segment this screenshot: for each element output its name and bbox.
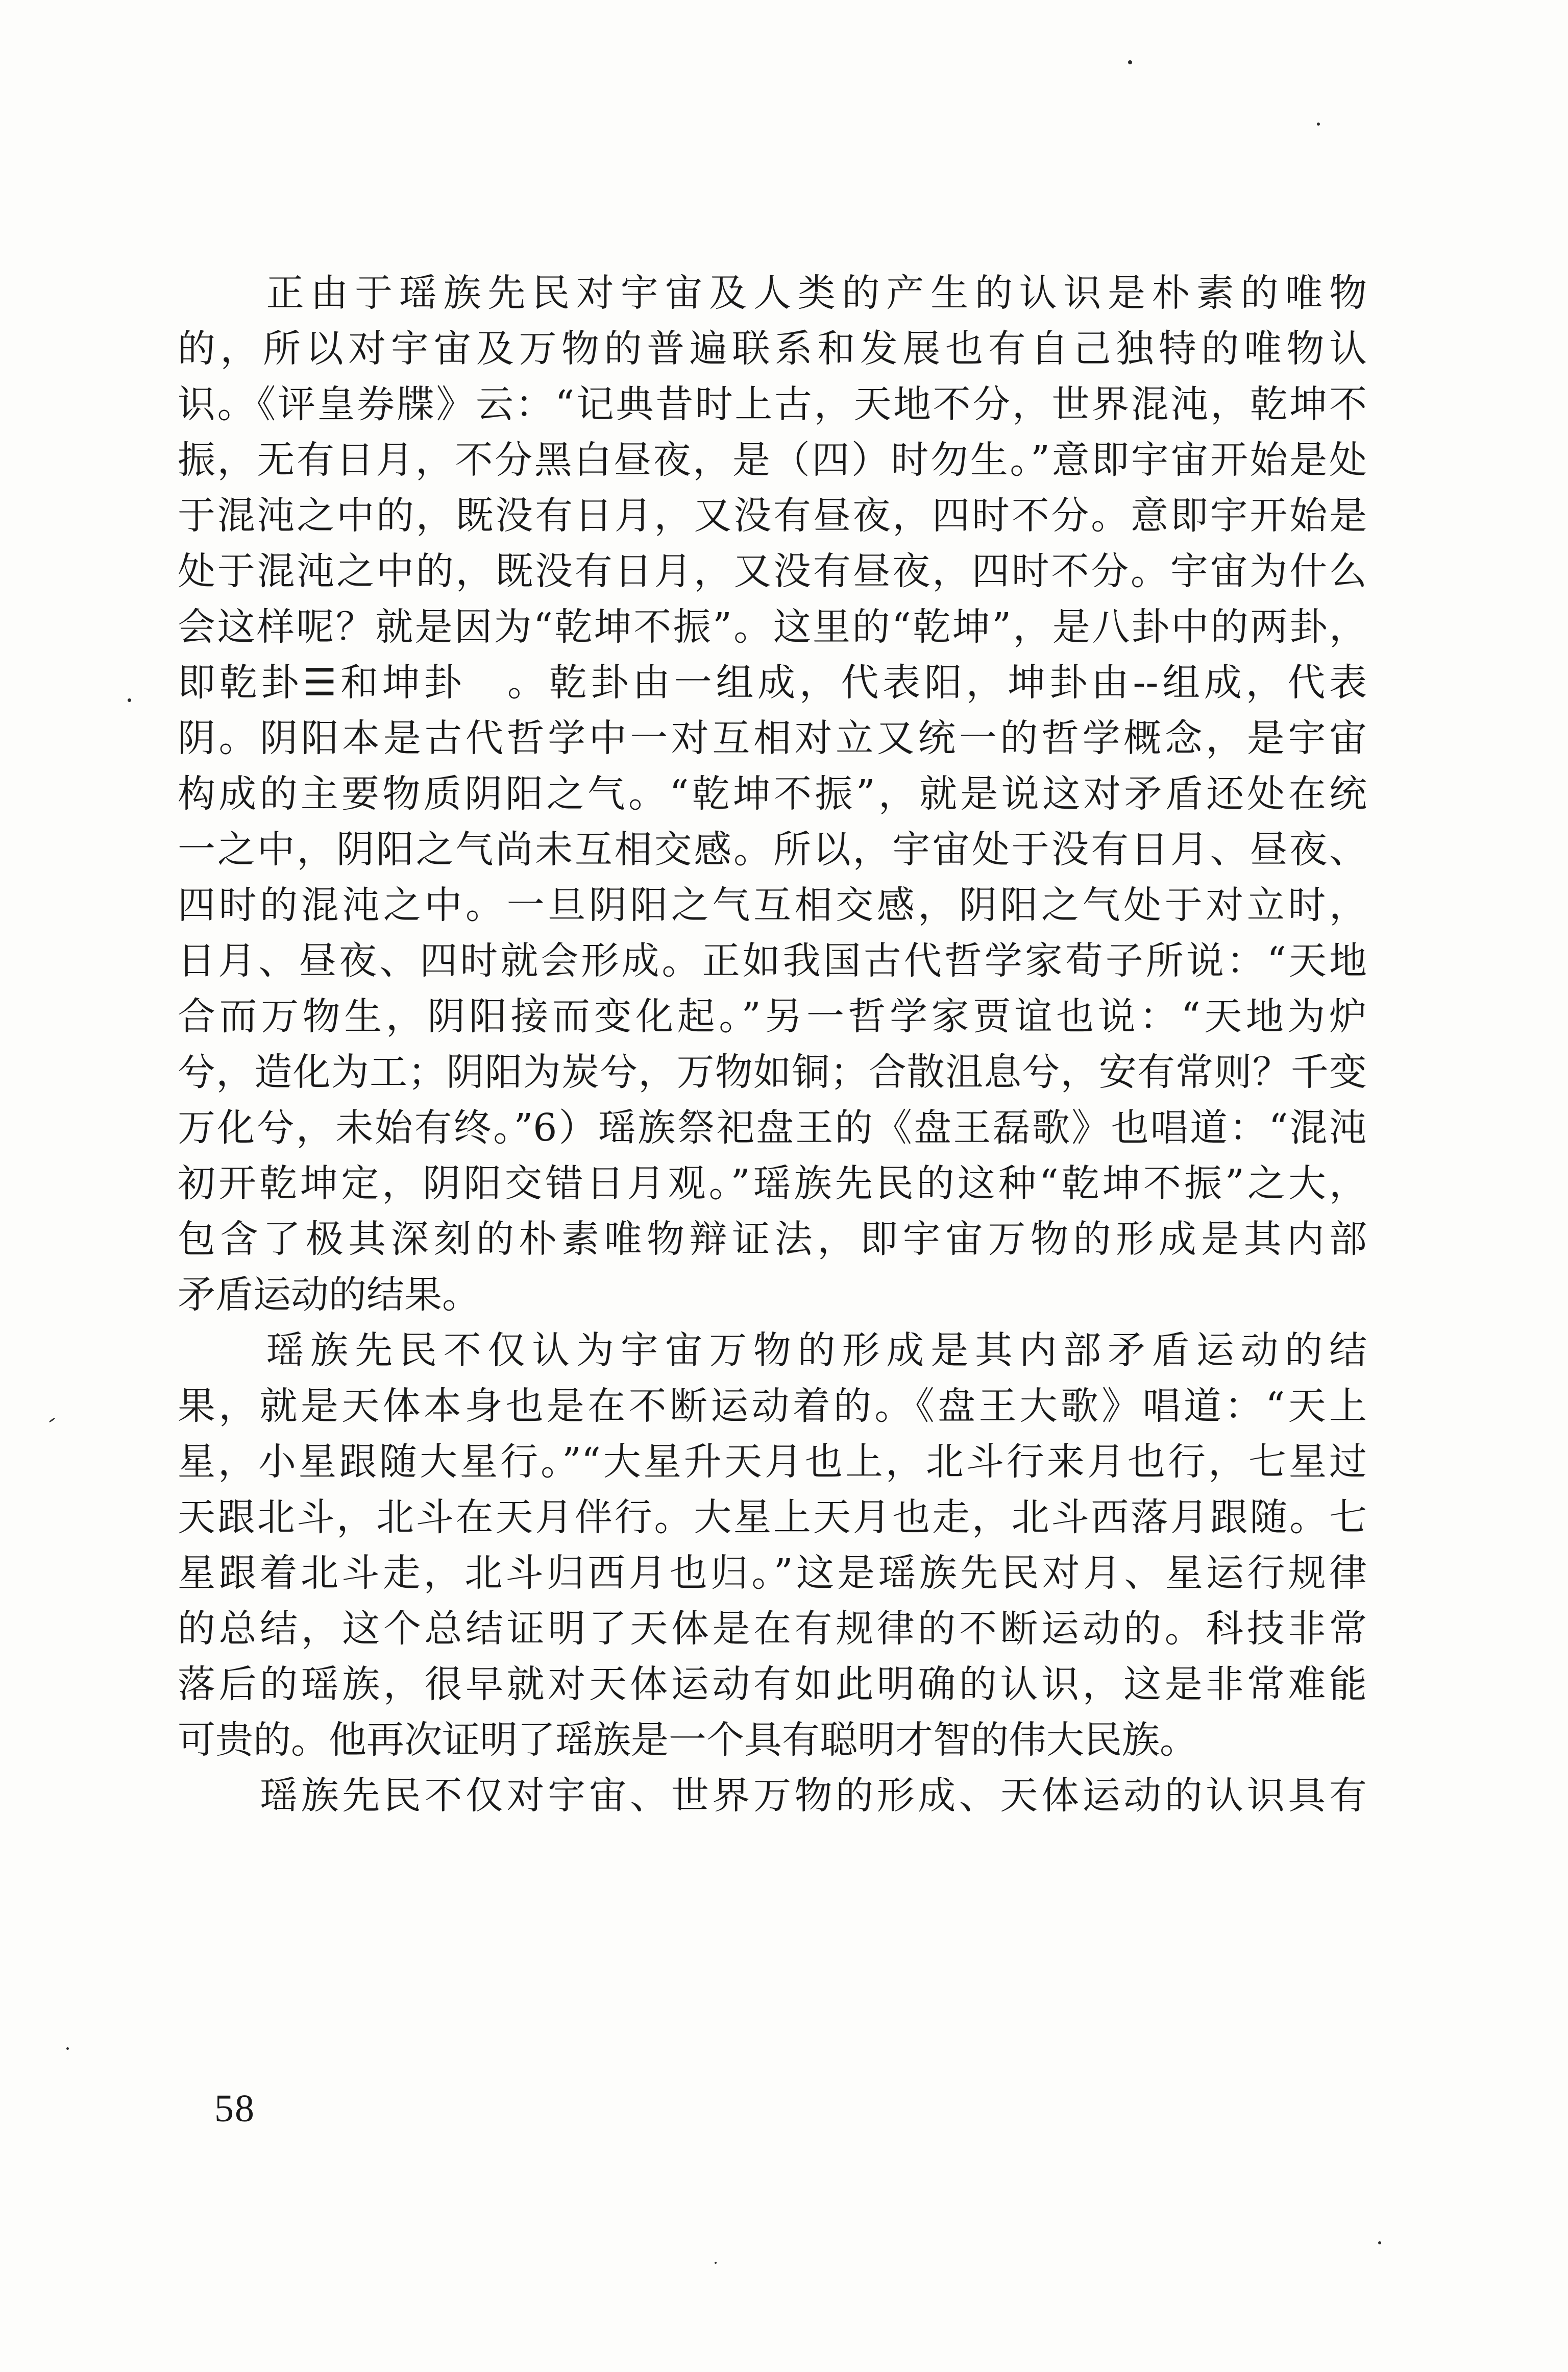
text-line: 一之中，阴阳之气尚未互相交感。所以，宇宙处于没有日月、昼夜、: [178, 828, 1367, 872]
body-text: [178, 265, 1367, 1824]
text-line: 天跟北斗，北斗在天月伴行。大星上天月也走，北斗西落月跟随。七: [178, 1495, 1367, 1539]
scan-speck: [1128, 60, 1132, 64]
scan-speck: [715, 2262, 717, 2264]
scan-speck: [1317, 123, 1320, 126]
text-line: 会这样呢？就是因为“乾坤不振”。这里的“乾坤”，是八卦中的两卦，: [178, 605, 1367, 649]
text-line: 星跟着北斗走，北斗归西月也归。”这是瑶族先民对月、星运行规律: [178, 1551, 1367, 1595]
text-line: 正由于瑶族先民对宇宙及人类的产生的认识是朴素的唯物: [178, 271, 1367, 315]
text-line: 初开乾坤定，阴阳交错日月观。”瑶族先民的这种“乾坤不振”之大，: [178, 1161, 1367, 1205]
text-line: 合而万物生，阴阳接而变化起。”另一哲学家贾谊也说：“天地为炉: [178, 995, 1367, 1038]
text-line: 果，就是天体本身也是在不断运动着的。《盘王大歌》唱道：“天上: [178, 1384, 1367, 1428]
scan-speck: [48, 1417, 55, 1422]
scan-speck: [66, 2047, 69, 2050]
text-line: 瑶族先民不仅认为宇宙万物的形成是其内部矛盾运动的结: [178, 1328, 1367, 1372]
text-line: 于混沌之中的，既没有日月，又没有昼夜，四时不分。意即宇开始是: [178, 494, 1367, 538]
text-line: 振，无有日月，不分黑白昼夜，是（四）时勿生。”意即宇宙开始是处: [178, 438, 1367, 482]
text-line: 包含了极其深刻的朴素唯物辩证法，即宇宙万物的形成是其内部: [178, 1217, 1367, 1261]
text-line: 瑶族先民不仅对宇宙、世界万物的形成、天体运动的认识具有: [178, 1774, 1367, 1818]
text-line: 的，所以对宇宙及万物的普遍联系和发展也有自己独特的唯物认: [178, 327, 1367, 371]
text-line: 四时的混沌之中。一旦阴阳之气互相交感，阴阳之气处于对立时，: [178, 883, 1367, 927]
page-number: 58: [214, 2087, 255, 2130]
scan-speck: [128, 698, 131, 702]
text-line: 矛盾运动的结果。: [178, 1273, 480, 1317]
text-line: 即乾卦☰和坤卦 。乾卦由一组成，代表阳，坤卦由--组成，代表: [178, 661, 1367, 705]
text-line: 可贵的。他再次证明了瑶族是一个具有聪明才智的伟大民族。: [178, 1718, 1197, 1762]
text-line: 星，小星跟随大星行。”“大星升天月也上，北斗行来月也行，七星过: [178, 1440, 1367, 1484]
text-line: 万化兮，未始有终。”6）瑶族祭祀盘王的《盘王磊歌》也唱道：“混沌: [178, 1106, 1367, 1150]
scan-speck: [1378, 2241, 1381, 2244]
text-line: 落后的瑶族，很早就对天体运动有如此明确的认识，这是非常难能: [178, 1662, 1367, 1706]
text-line: 构成的主要物质阴阳之气。“乾坤不振”，就是说这对矛盾还处在统: [178, 772, 1367, 816]
text-line: 的总结，这个总结证明了天体是在有规律的不断运动的。科技非常: [178, 1607, 1367, 1651]
text-line: 日月、昼夜、四时就会形成。正如我国古代哲学家荀子所说：“天地: [178, 939, 1367, 983]
text-line: 处于混沌之中的，既没有日月，又没有昼夜，四时不分。宇宙为什么: [178, 549, 1367, 593]
text-line: 阴。阴阳本是古代哲学中一对互相对立又统一的哲学概念，是宇宙: [178, 716, 1367, 760]
text-line: 识。《评皇券牒》云：“记典昔时上古，天地不分，世界混沌，乾坤不: [178, 382, 1367, 426]
text-line: 兮，造化为工；阴阳为炭兮，万物如铜；合散沮息兮，安有常则？千变: [178, 1050, 1367, 1094]
